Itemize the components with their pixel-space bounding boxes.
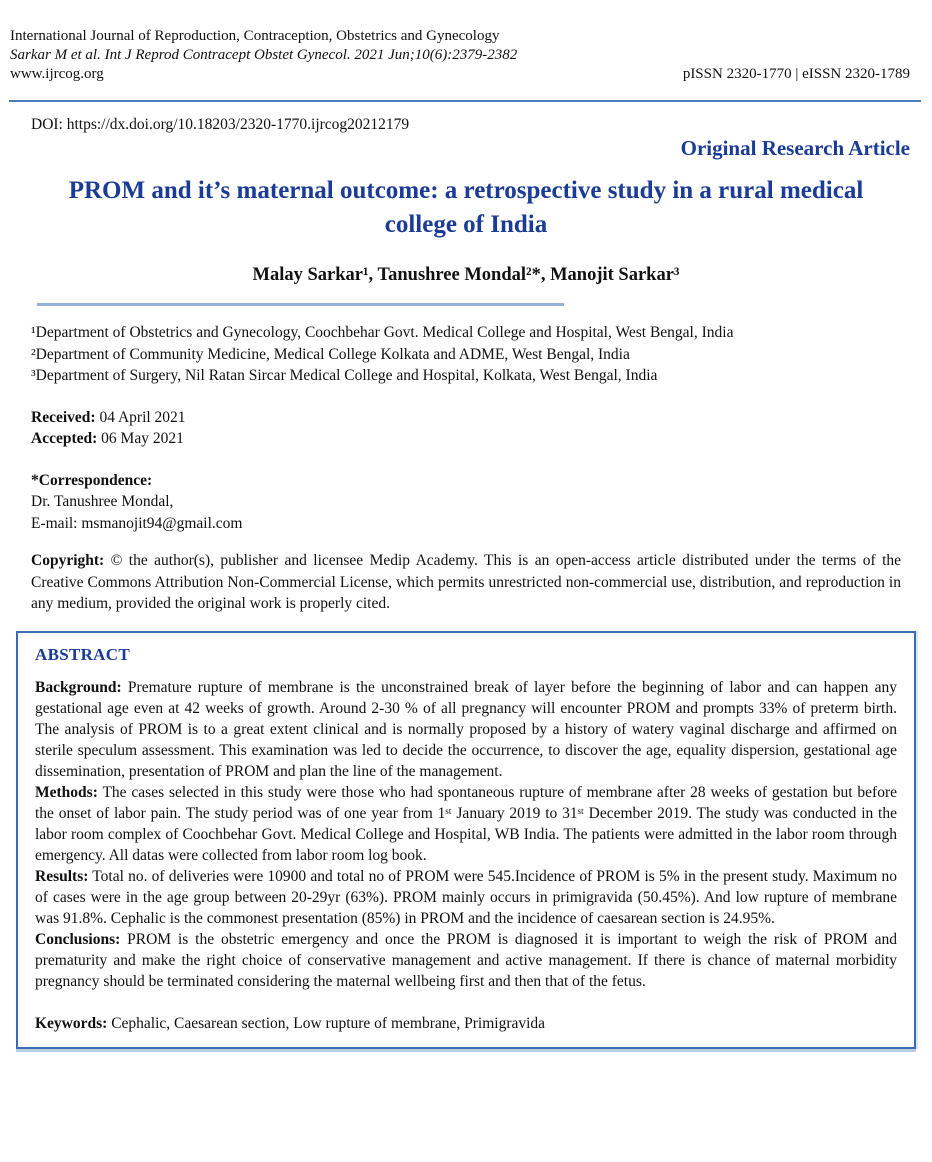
journal-issn: pISSN 2320-1770 | eISSN 2320-1789	[682, 66, 910, 82]
affiliations-block	[31, 322, 901, 387]
accepted-label: Accepted:	[31, 430, 98, 447]
correspondence-block	[31, 470, 901, 535]
journal-name: International Journal of Reproduction, Contraception, Obstetrics and Gynecology	[10, 28, 500, 44]
authors-line: Malay Sarkar¹, Tanushree Mondal²*, Manojit Sarkar³	[252, 265, 680, 285]
affiliation-1: ¹Department of Obstetrics and Gynecology, Coochbehar Govt. Medical College and Hospital, West Bengal, India	[31, 324, 734, 341]
abstract-box	[16, 631, 916, 1049]
received-value: 04 April 2021	[99, 408, 186, 426]
received-line	[31, 407, 901, 429]
methods-text: The cases selected in this study were those who had spontaneous rupture of membrane after 28 weeks of gestation but before the onset of labor pain. The study period was of one year from 1ˢᵗ January 2019 to 31ˢᵗ December 2019. The study was conducted in the labor room complex of Coochbehar Govt. Medical College and Hospital, WB India. The patients were admitted in the labor room through emergency. All datas were collected from labor room log book.	[35, 783, 897, 864]
correspondence-name: Dr. Tanushree Mondal,	[31, 493, 174, 510]
abstract-methods	[35, 782, 897, 866]
conclusions-text: PROM is the obstetric emergency and once the PROM is diagnosed it is important to weigh the risk of PROM and prematurity and make the right choice of conservative management and active management. If there is chance of maternal morbidity pregnancy should be terminated considering the maternal wellbeing first and then that of the fetus.	[35, 930, 897, 990]
background-label: Background:	[35, 678, 122, 696]
copyright-paragraph	[31, 550, 901, 615]
keywords-line	[35, 1013, 897, 1034]
background-text: Premature rupture of membrane is the unconstrained break of layer before the beginning of labor and can happen any gestational age even at 42 weeks of growth. Around 2-30 % of all pregnancy will encounter PROM and prompts 33% of preterm birth. The analysis of PROM is to a great extent clinical and is normally proposed by a history of watery vaginal discharge and affirmed on sterile speculum assessment. This examination was led to decide the occurrence, to discover the age, equality dispersion, gestational age dissemination, presentation of PROM and plan the line of the management.	[35, 678, 898, 780]
dates-block	[31, 407, 901, 450]
correspondence-email: E-mail: msmanojit94@gmail.com	[31, 514, 243, 532]
results-text: Total no. of deliveries were 10900 and total no of PROM were 545.Incidence of PROM is 5% in the present study. Maximum no of cases were in the age group between 20-29yr (63%). PROM mainly occurs in primigravida (50.45%). And low rupture of membrane was 91.8%. Cephalic is the commonest presentation (85%) in PROM and the incidence of caesarean section is 24.95%.	[35, 867, 897, 927]
journal-header	[0, 0, 932, 84]
doi-line: DOI: https://dx.doi.org/10.18203/2320-1770.ijrcog20212179	[31, 116, 410, 133]
abstract-background	[35, 677, 897, 782]
journal-website: www.ijrcog.org	[10, 66, 104, 82]
accepted-line	[31, 428, 901, 450]
header-divider	[9, 100, 921, 102]
paper-title: PROM and it’s maternal outcome: a retrospective study in a rural medical college of India	[68, 177, 864, 238]
keywords-text: Cephalic, Caesarean section, Low rupture of membrane, Primigravida	[111, 1014, 546, 1032]
authors-divider	[37, 303, 564, 306]
abstract-conclusions	[35, 929, 897, 992]
affiliation-3: ³Department of Surgery, Nil Ratan Sircar Medical College and Hospital, Kolkata, West Bengal, India	[31, 367, 658, 384]
journal-citation: Sarkar M et al. Int J Reprod Contracept Obstet Gynecol. 2021 Jun;10(6):2379-2382	[10, 47, 518, 63]
copyright-label: Copyright:	[31, 552, 105, 569]
abstract-heading: ABSTRACT	[35, 644, 130, 664]
received-label: Received:	[31, 408, 96, 426]
methods-label: Methods:	[35, 783, 98, 801]
affiliation-2: ²Department of Community Medicine, Medical College Kolkata and ADME, West Bengal, India	[31, 345, 630, 363]
article-type-label: Original Research Article	[680, 136, 910, 160]
keywords-label: Keywords:	[35, 1014, 108, 1032]
results-label: Results:	[35, 867, 89, 885]
abstract-results	[35, 866, 897, 929]
accepted-value: 06 May 2021	[101, 430, 184, 447]
copyright-text: © the author(s), publisher and licensee Medip Academy. This is an open-access article distributed under the terms of the Creative Commons Attribution Non-Commercial License, which permits unrestricted non-commercial use, distribution, and reproduction in any medium, provided the original work is properly cited.	[31, 552, 902, 612]
correspondence-label: *Correspondence:	[31, 471, 153, 489]
conclusions-label: Conclusions:	[35, 930, 121, 948]
